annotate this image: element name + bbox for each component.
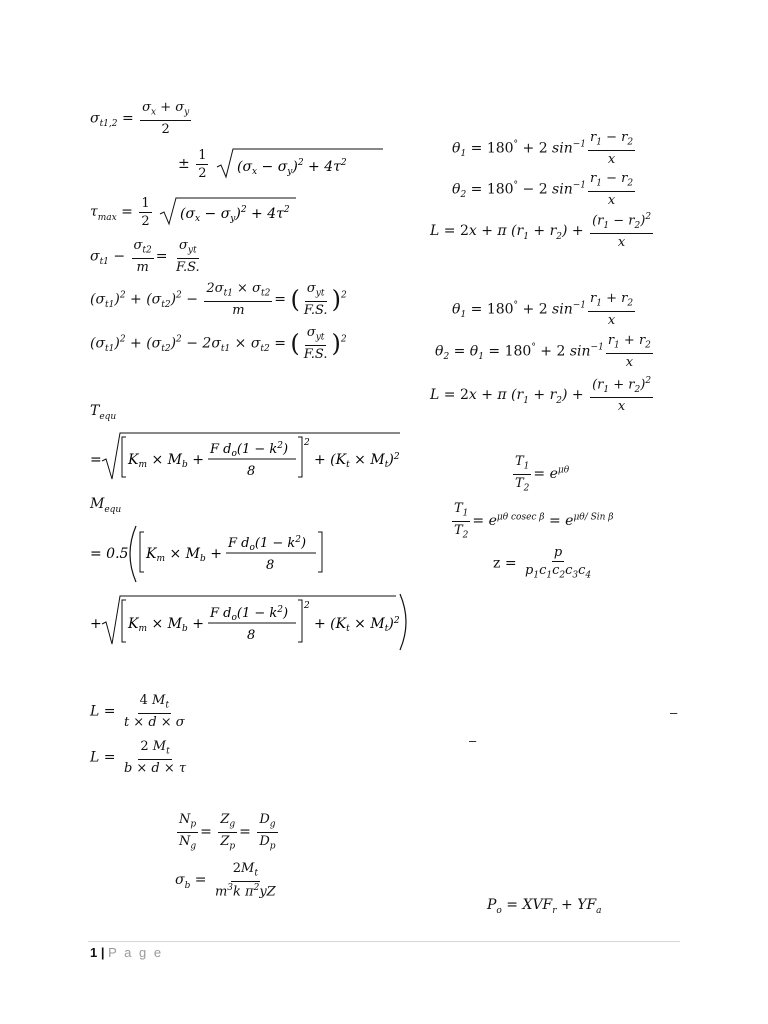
dash-middle: – [469,733,477,748]
equation-theta2-open: $\theta_2 = 180^\circ - 2$ $\sin^{-1}$ $\frac{r_1 - r_2}{x}$ [452,171,634,208]
svg-text:(σx − σy)2 + 4τ2: $(\sigma_x - \sigma_y)^2 + 4\tau^2$ [236,158,347,177]
svg-text:8: 8 [266,558,275,573]
svg-text:+ (Kt × Mt)2: + $(K_t \times M_t)^2$ [314,452,400,470]
equation-m-equ-label: $M_{equ}$ [90,496,122,515]
m-equ-first-term [90,522,330,584]
equation-sigma-t12-pm: ± $\frac{1}{2}$ $(\sigma_x - \sigma_y)^2 + 4\tau^2$ [178,147,385,181]
svg-text:+: + [90,616,102,632]
equation-z: z = $\frac{p}{p_1c_1c_2c_3c_4}$ [493,545,592,581]
equation-l-tau: L = $\frac{2 M_t}{b \times d \times \tau}$ [90,739,187,776]
equation-sigma-t12: $\sigma_{t1,2}$ = $\frac{\sigma_x + \sigma_y}{2}$ [90,100,190,137]
svg-text:Km × Mb +: $K_m \times M_b$ + [146,546,222,564]
equation-t-equ [90,431,402,486]
footer-divider [88,941,680,942]
svg-text:F do(1 − k2): F $d_o(1 - k^2)$ [228,535,307,553]
svg-text:(σx − σy)2 + 4τ2: $(\sigma_x - \sigma_y)^2 + 4\tau^2$ [180,205,290,224]
dash-right: – [670,705,678,720]
equation-l-cross: L = 2x + π $(r_1 + r_2)$ + $\frac{(r_1 + r_2)^2}{x}$ [430,376,652,414]
page-number: 1 [90,945,98,960]
equation-m-equ-1 [90,522,330,587]
page-label: P a g e [108,945,164,960]
m-equ-second-term [90,592,412,654]
footer-separator: | [100,945,105,960]
equation-gear-ratio: $\frac{N_p}{N_g}$ = $\frac{Z_g}{Z_p}$ = $\frac{D_g}{D_p}$ [179,812,276,852]
equation-l-open: L = 2x + π $(r_1 + r_2)$ + $\frac{(r_1 - r_2)^2}{x}$ [430,212,652,250]
equation-tau-max: $\tau_{max}$ = $\frac{1}{2}$ $(\sigma_x - \sigma_y)^2 + 4\tau^2$ [90,196,298,228]
equation-belt-ratio-v: $\frac{T_1}{T_2}$ = $e^{\mu\theta cosec \beta} = e^{\mu\theta/ Sin \beta}$ [454,501,614,541]
equation-p-o: $P_o = XVF_r + YF_a$ [487,897,602,916]
svg-text:+ (Kt × Mt)2: + $(K_t \times M_t)^2$ [314,616,400,634]
svg-text:= 0.5: = 0.5 [90,546,129,562]
t-equ-expression [90,431,402,483]
svg-text:2: 2 [304,601,310,611]
sqrt-symbol [215,147,385,181]
equation-sigma-b: $\sigma_b$ = $\frac{2M_t}{m^3k \pi^2yZ}$ [175,861,276,899]
page-footer [90,945,163,960]
equation-t-equ-label: $T_{equ}$ [90,403,117,422]
equation-theta2-cross: $\theta_2 = \theta_1 = 180^\circ + 2$ $\sin^{-1}$ $\frac{r_1 + r_2}{x}$ [435,333,651,370]
equation-sigma-sq: $(\sigma_{t1})^2 + (\sigma_{t2})^2 - 2\sigma_{t1} \times \sigma_{t2}$ = ( $\frac{\sigma_{yt}}{F.S.}$ )$^2$ [90,325,347,362]
svg-text:8: 8 [247,464,256,479]
svg-text:F do(1 − k2): F $d_o(1 - k^2)$ [210,605,289,623]
equation-m-equ-2 [90,592,412,657]
svg-text:Km × Mb +: $K_m \times M_b$ + [128,452,204,470]
equation-belt-ratio: $\frac{T_1}{T_2}$ = $e^{\mu\theta}$ [515,454,570,494]
equation-sigma-fs: $\sigma_{t1}$ − $\frac{\sigma_{t2}}{m}$ = $\frac{\sigma_{yt}}{F.S.}$ [90,238,200,275]
svg-text:F do(1 − k2): F $d_o(1 - k^2)$ [210,441,289,459]
equation-theta1-open: $\theta_1 = 180^\circ + 2$ $\sin^{-1}$ $\frac{r_1 - r_2}{x}$ [452,130,634,167]
svg-text:Km × Mb +: $K_m \times M_b$ + [128,616,204,634]
equation-sigma-sq-m: $(\sigma_{t1})^2 + (\sigma_{t2})^2$ − $\frac{2\sigma_{t1} \times \sigma_{t2}}{m}$ = ( $\frac{\sigma_{yt}}{F.S.}$ )$^2$ [90,281,347,318]
equation-theta1-cross: $\theta_1 = 180^\circ + 2$ $\sin^{-1}$ $\frac{r_1 + r_2}{x}$ [452,291,634,328]
sqrt-symbol [158,196,298,228]
svg-text:=: = [90,452,102,468]
svg-text:2: 2 [304,438,310,448]
svg-text:8: 8 [247,628,256,643]
equation-l-sigma: L = $\frac{4 M_t}{t \times d \times \sigma}$ [90,693,185,730]
